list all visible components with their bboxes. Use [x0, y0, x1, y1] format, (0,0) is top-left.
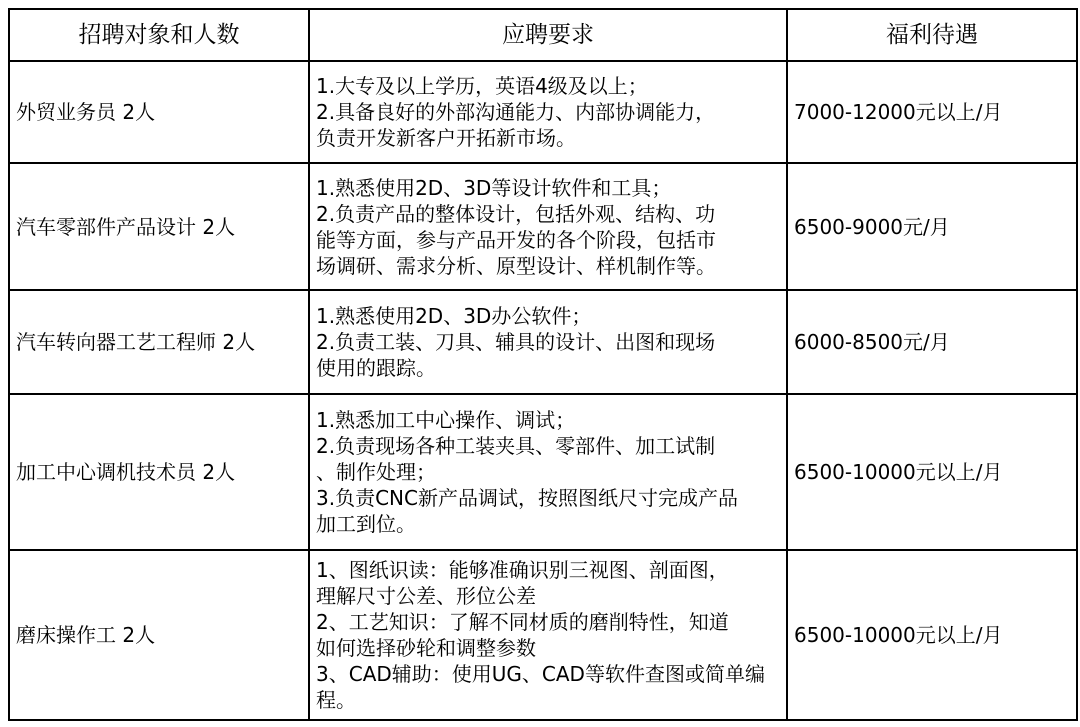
salary-cell: 6500-10000元以上/月 — [787, 394, 1077, 550]
position-cell: 外贸业务员 2人 — [9, 61, 309, 163]
position-cell: 加工中心调机技术员 2人 — [9, 394, 309, 550]
requirement-line: 3.负责CNC新产品调试，按照图纸尺寸完成产品 — [316, 486, 738, 510]
header-requirements: 应聘要求 — [309, 9, 787, 61]
requirement-line: 1.熟悉使用2D、3D办公软件； — [316, 304, 592, 328]
requirement-line: 2.具备良好的外部沟通能力、内部协调能力， — [316, 100, 716, 124]
requirement-line: 、制作处理； — [316, 460, 436, 484]
requirements-cell — [309, 550, 787, 720]
requirement-line: 2.负责产品的整体设计，包括外观、结构、功 — [316, 201, 716, 226]
requirement-line: 2.负责现场各种工装夹具、零部件、加工试制 — [316, 434, 716, 458]
position-cell: 磨床操作工 2人 — [9, 550, 309, 720]
requirements-cell — [309, 394, 787, 550]
requirement-line: 使用的跟踪。 — [316, 356, 436, 380]
requirement-line: 3、CAD辅助：使用UG、CAD等软件查图或简单编 — [316, 662, 765, 686]
table-row — [9, 163, 1077, 290]
requirements-cell — [309, 290, 787, 394]
requirement-line: 1.大专及以上学历，英语4级及以上； — [316, 74, 648, 98]
salary-cell: 7000-12000元以上/月 — [787, 61, 1077, 163]
table-row — [9, 61, 1077, 163]
requirement-line: 1、图纸识读：能够准确识别三视图、剖面图， — [316, 558, 729, 582]
header-benefits: 福利待遇 — [787, 9, 1077, 61]
position-cell: 汽车转向器工艺工程师 2人 — [9, 290, 309, 394]
requirement-line: 程。 — [316, 688, 356, 712]
position-cell: 汽车零部件产品设计 2人 — [9, 163, 309, 290]
salary-cell: 6500-10000元以上/月 — [787, 550, 1077, 720]
requirement-line: 场调研、需求分析、原型设计、样机制作等。 — [316, 253, 716, 278]
requirement-line: 1.熟悉使用2D、3D等设计软件和工具； — [316, 175, 672, 200]
table-row — [9, 394, 1077, 550]
header-position: 招聘对象和人数 — [9, 9, 309, 61]
table-header-row — [9, 9, 1077, 61]
table-row — [9, 550, 1077, 720]
requirements-cell — [309, 61, 787, 163]
requirement-line: 2、工艺知识：了解不同材质的磨削特性，知道 — [316, 610, 729, 634]
requirement-line: 负责开发新客户开拓新市场。 — [316, 126, 576, 150]
requirements-cell — [309, 163, 787, 290]
requirement-line: 能等方面，参与产品开发的各个阶段，包括市 — [316, 227, 716, 252]
recruitment-table-container — [8, 8, 1078, 721]
table-row — [9, 290, 1077, 394]
requirement-line: 1.熟悉加工中心操作、调试； — [316, 408, 576, 432]
salary-cell: 6000-8500元/月 — [787, 290, 1077, 394]
recruitment-table — [8, 8, 1078, 721]
requirement-line: 2.负责工装、刀具、辅具的设计、出图和现场 — [316, 330, 716, 354]
requirement-line: 理解尺寸公差、形位公差 — [316, 584, 536, 608]
requirement-line: 如何选择砂轮和调整参数 — [316, 636, 536, 660]
salary-cell: 6500-9000元/月 — [787, 163, 1077, 290]
requirement-line: 加工到位。 — [316, 512, 416, 536]
